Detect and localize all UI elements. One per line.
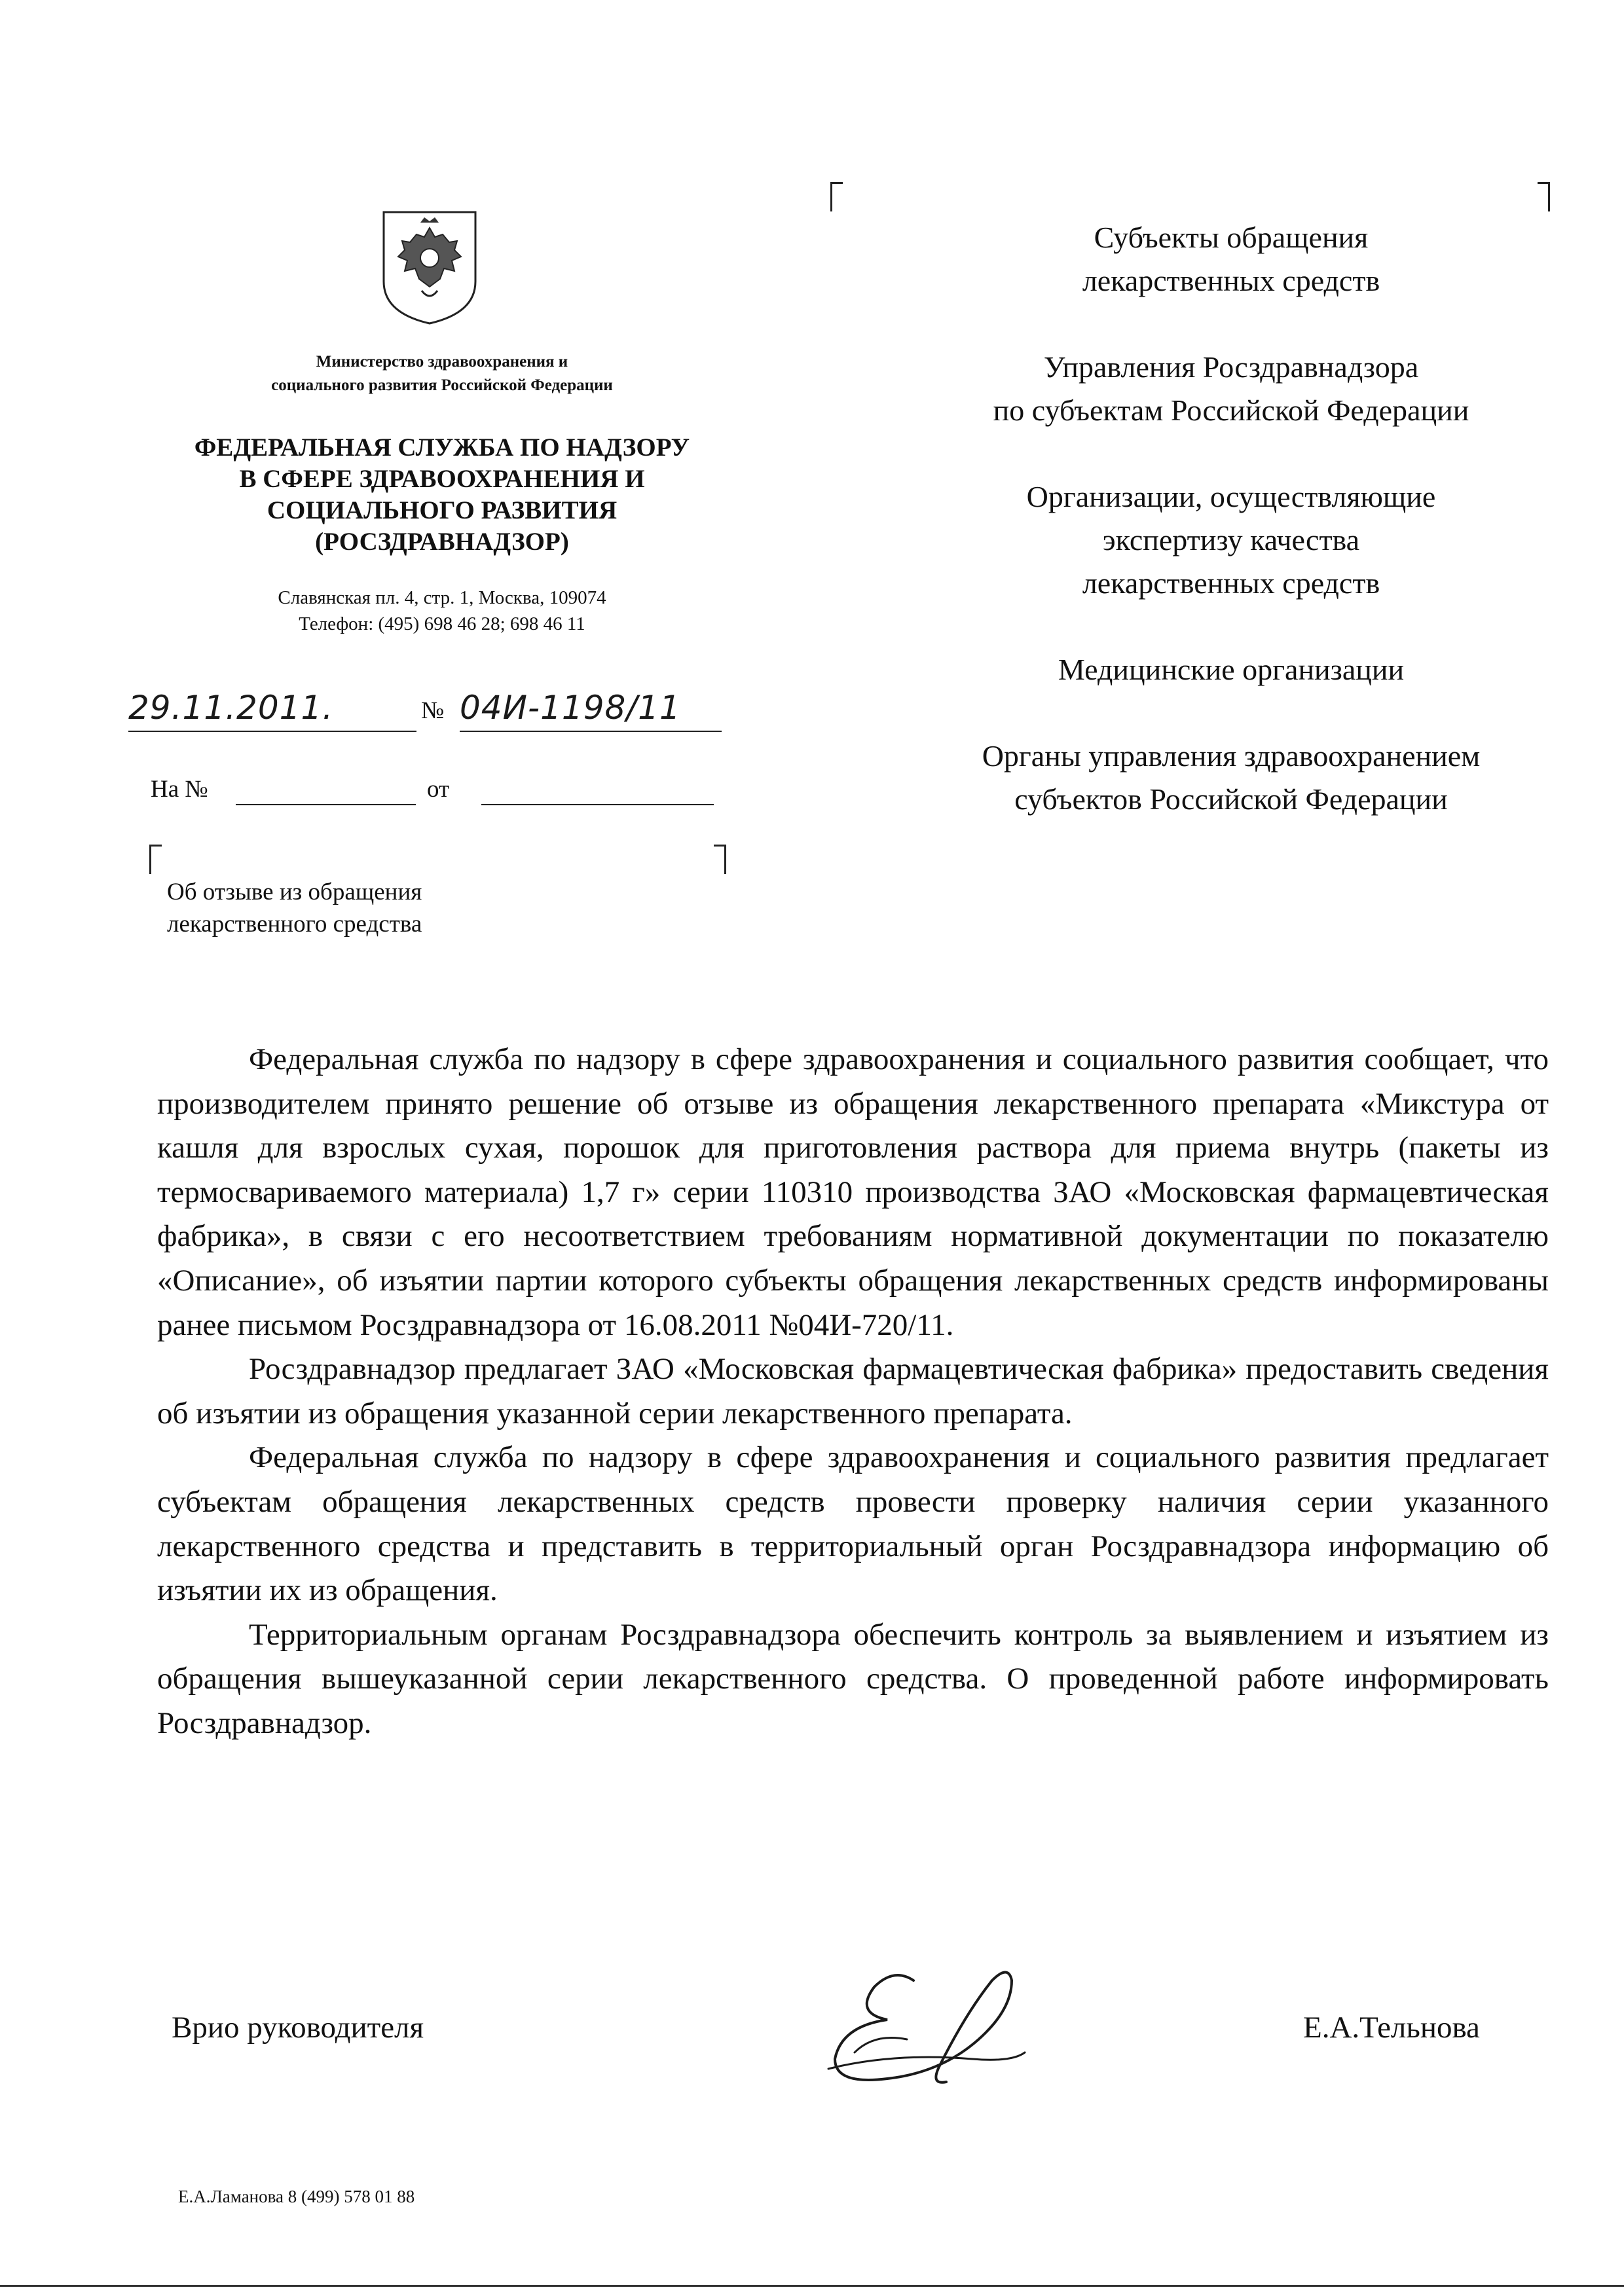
- coat-of-arms-emblem: [378, 208, 481, 326]
- letter-subject: [167, 876, 625, 940]
- addressee-line: по субъектам Российской Федерации: [993, 393, 1469, 427]
- service-name: [131, 432, 753, 558]
- ministry-line-1: Министерство здравоохранения и: [316, 353, 568, 371]
- sender-phone: Телефон: (495) 698 46 28; 698 46 11: [299, 613, 585, 634]
- addressee-bracket-left: [830, 182, 843, 211]
- addressee-group: [897, 346, 1565, 432]
- addressee-line: лекарственных средств: [1082, 566, 1380, 600]
- ministry-line-2: социального развития Российской Федерации: [271, 376, 613, 394]
- date-underline: [128, 731, 416, 732]
- addressee-group: [897, 216, 1565, 302]
- reply-from-date-blank: [481, 804, 714, 805]
- addressee-group: [897, 475, 1565, 605]
- addressee-line: Субъекты обращения: [1094, 221, 1369, 254]
- addressee-line: субъектов Российской Федерации: [1014, 782, 1448, 816]
- handwritten-signature: [815, 1954, 1031, 2095]
- body-paragraph: Росздравнадзор предлагает ЗАО «Московская фармацевтическая фабрика» предоставить сведения об изъятии из обращения указанной серии лекарственного препарата.: [157, 1352, 1549, 1430]
- outgoing-number-field: [460, 689, 722, 732]
- ministry-name: [196, 350, 688, 397]
- bottom-rule: [0, 2285, 1624, 2287]
- reply-to-number-blank: [236, 804, 416, 805]
- outgoing-date-field: [128, 689, 416, 732]
- subject-bracket-left: [149, 845, 162, 874]
- reply-to-label: На №: [151, 776, 208, 803]
- subject-line: Об отзыве из обращения: [167, 879, 422, 905]
- number-label: №: [421, 697, 445, 724]
- addressee-line: Управления Росздравнадзора: [1043, 350, 1419, 384]
- service-name-line: В СФЕРЕ ЗДРАВООХРАНЕНИЯ И: [239, 465, 645, 493]
- addressee-list: [897, 216, 1565, 864]
- addressee-line: Органы управления здравоохранением: [982, 739, 1481, 773]
- addressee-group: [897, 735, 1565, 821]
- reply-from-label: от: [427, 776, 450, 803]
- letter-body: [157, 1038, 1549, 1746]
- sender-contacts: [170, 585, 714, 637]
- outgoing-date: 29.11.2011.: [128, 689, 334, 727]
- number-underline: [460, 731, 722, 732]
- body-paragraph: Федеральная служба по надзору в сфере здравоохранения и социального развития сообщает, что производителем принято решение об отзыве из обращения лекарственного препарата «Микстура от кашля для взрослых сухая, порошок для приготовления раствора для приема внутрь (пакеты из термосвариваемого материала) 1,7 г» серии 110310 производства ЗАО «Московская фармацевтическая фабрика», в связи с его несоответствием требованиям нормативной документации по показателю «Описание», об изъятии партии которого субъекты обращения лекарственных средств информированы ранее письмом Росздравнадзора от 16.08.2011 №04И-720/11.: [157, 1042, 1549, 1342]
- body-paragraph: Территориальным органам Росздравнадзора обеспечить контроль за выявлением и изъятием из обращения вышеуказанной серии лекарственного средства. О проведенной работе информировать Росздравнадзор.: [157, 1617, 1549, 1740]
- service-name-line: СОЦИАЛЬНОГО РАЗВИТИЯ: [267, 496, 618, 524]
- addressee-bracket-right: [1538, 182, 1550, 211]
- addressee-group: [897, 648, 1565, 691]
- service-name-line: (РОСЗДРАВНАДЗОР): [315, 528, 569, 556]
- executor-contact: Е.А.Ламанова 8 (499) 578 01 88: [178, 2187, 415, 2206]
- subject-bracket-right: [714, 845, 726, 874]
- signatory-name: Е.А.Тельнова: [1303, 2011, 1480, 2045]
- signatory-title: Врио руководителя: [172, 2011, 424, 2045]
- service-name-line: ФЕДЕРАЛЬНАЯ СЛУЖБА ПО НАДЗОРУ: [194, 433, 690, 462]
- subject-line: лекарственного средства: [167, 911, 422, 938]
- body-paragraph: Федеральная служба по надзору в сфере здравоохранения и социального развития предлагает субъектам обращения лекарственных средств провести проверку наличия серии указанного лекарственного средства и представить в территориальный орган Росздравнадзора информацию об изъятии их из обращения.: [157, 1440, 1549, 1608]
- addressee-line: Медицинские организации: [1058, 653, 1405, 686]
- addressee-line: экспертизу качества: [1102, 523, 1360, 556]
- addressee-line: Организации, осуществляющие: [1026, 480, 1436, 513]
- addressee-line: лекарственных средств: [1082, 264, 1380, 297]
- sender-address: Славянская пл. 4, стр. 1, Москва, 109074: [278, 587, 606, 608]
- outgoing-number: 04И-1198/11: [460, 689, 681, 727]
